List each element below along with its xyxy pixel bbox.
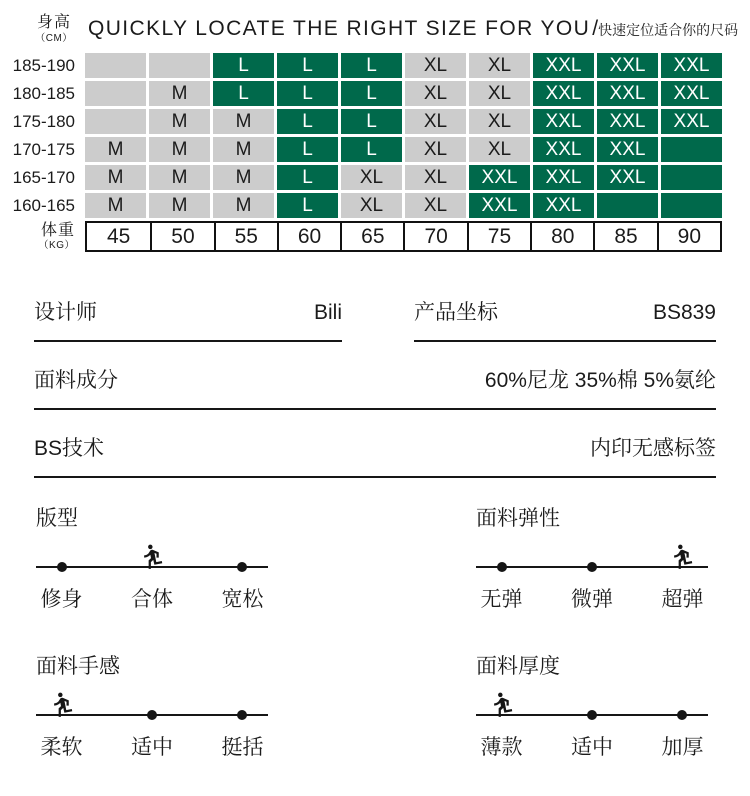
size-cell: XXL — [597, 165, 658, 190]
attribute-scale-elasticity — [476, 502, 708, 609]
scale-stop-dot — [587, 562, 597, 572]
size-table-cells — [85, 109, 722, 134]
weight-axis-text: 体重 — [40, 221, 75, 239]
size-chart-header — [0, 8, 750, 50]
attribute-option-label: 微弹 — [571, 588, 613, 611]
attribute-scale-title: 版型 — [36, 507, 78, 530]
attribute-option-label: 适中 — [131, 736, 173, 759]
size-table — [0, 53, 750, 252]
size-cell: XXL — [661, 53, 722, 78]
chart-title-zh: 快速定位适合你的尺码 — [598, 22, 739, 38]
weight-cell: 75 — [467, 223, 530, 250]
attribute-scale-title: 面料手感 — [36, 655, 120, 678]
size-table-row — [0, 137, 750, 162]
weight-cell: 85 — [593, 223, 656, 250]
height-range-label: 185-190 — [12, 55, 75, 75]
size-cell: L — [341, 109, 402, 134]
product-code-value: BS839 — [652, 301, 716, 324]
size-table-row — [0, 193, 750, 218]
spec-section — [0, 296, 750, 478]
attribute-scale-thickness — [476, 650, 708, 757]
size-cell: M — [149, 81, 210, 106]
weight-axis-label — [0, 221, 85, 252]
attribute-scale-track — [36, 682, 268, 716]
designer-label: 设计师 — [34, 301, 97, 324]
size-cell: XXL — [597, 109, 658, 134]
scale-stop-dot — [237, 562, 247, 572]
height-range-label: 160-165 — [12, 195, 75, 215]
chart-title — [88, 17, 738, 41]
runner-icon — [139, 543, 166, 570]
size-table-cells — [85, 137, 722, 162]
size-cell: L — [277, 165, 338, 190]
attribute-option-label: 修身 — [40, 588, 83, 611]
size-cell — [85, 53, 146, 78]
weight-values-row — [85, 221, 722, 252]
bs-tech-label: BS技术 — [34, 437, 105, 460]
weight-row — [0, 221, 750, 252]
size-cell: M — [149, 137, 210, 162]
size-cell: XXL — [661, 109, 722, 134]
attribute-scale-track — [36, 534, 268, 568]
weight-axis-unit: （KG） — [38, 240, 75, 252]
size-table-row — [0, 165, 750, 190]
spec-fabric-composition — [34, 364, 716, 410]
attribute-scale-title: 面料弹性 — [476, 507, 560, 530]
size-cell: XL — [405, 165, 466, 190]
size-cell: L — [277, 81, 338, 106]
size-cell: XXL — [597, 137, 658, 162]
size-cell: XL — [405, 193, 466, 218]
size-cell: L — [277, 137, 338, 162]
weight-cell: 65 — [340, 223, 403, 250]
size-cell: L — [277, 109, 338, 134]
divider-line — [34, 340, 342, 342]
size-cell: M — [85, 165, 146, 190]
size-cell: XL — [405, 81, 466, 106]
size-cell: XXL — [469, 193, 530, 218]
size-cell: XL — [341, 193, 402, 218]
product-size-spec-sheet — [0, 8, 750, 796]
size-cell — [85, 109, 146, 134]
size-cell — [661, 165, 722, 190]
size-cell: XXL — [597, 53, 658, 78]
weight-cell: 45 — [106, 224, 131, 248]
fabric-composition-value: 60%尼龙 35%棉 5%氨纶 — [484, 369, 716, 392]
attribute-scale-options — [476, 731, 708, 757]
spec-bs-tech — [34, 432, 716, 478]
size-cell: M — [85, 137, 146, 162]
size-cell — [85, 81, 146, 106]
attribute-option-label: 柔软 — [40, 736, 83, 759]
size-cell: XL — [469, 137, 530, 162]
product-code-label: 产品坐标 — [414, 301, 498, 324]
size-cell: M — [213, 109, 274, 134]
size-table-cells — [85, 193, 722, 218]
size-cell — [597, 193, 658, 218]
size-cell: L — [341, 137, 402, 162]
divider-line — [414, 340, 716, 342]
attribute-scales-section — [0, 478, 750, 757]
size-cell: XL — [405, 109, 466, 134]
size-cell: XXL — [533, 193, 594, 218]
size-cell: M — [149, 165, 210, 190]
size-cell: XL — [469, 109, 530, 134]
spec-row-1 — [34, 296, 716, 342]
attribute-scale-options — [476, 583, 708, 609]
size-cell: XL — [341, 165, 402, 190]
attribute-option-label: 挺括 — [221, 736, 264, 759]
attribute-scale-options — [36, 583, 268, 609]
size-table-row — [0, 109, 750, 134]
attribute-scale-track — [476, 682, 708, 716]
bs-tech-value: 内印无感标签 — [590, 437, 716, 460]
attribute-scale-hand-feel — [36, 650, 268, 757]
fabric-composition-label: 面料成分 — [34, 369, 118, 392]
height-axis-text: 身高 — [36, 14, 71, 32]
weight-cell: 55 — [214, 223, 277, 250]
size-table-cells — [85, 53, 722, 78]
scale-stop-dot — [677, 710, 687, 720]
weight-cell: 70 — [403, 223, 466, 250]
size-cell: M — [213, 193, 274, 218]
size-cell — [661, 137, 722, 162]
size-cell: M — [85, 193, 146, 218]
size-cell: XXL — [469, 165, 530, 190]
size-cell: L — [213, 81, 274, 106]
attribute-option-label: 适中 — [571, 736, 613, 759]
runner-icon — [488, 691, 515, 718]
height-range-label: 170-175 — [12, 139, 75, 159]
size-cell: XXL — [533, 165, 594, 190]
attribute-scale-fit-type — [36, 502, 268, 609]
scale-stop-dot — [587, 710, 597, 720]
size-cell — [661, 193, 722, 218]
size-cell: XXL — [533, 53, 594, 78]
scale-stop-dot — [57, 562, 67, 572]
scale-stop-dot — [237, 710, 247, 720]
attribute-option-label: 宽松 — [221, 588, 264, 611]
attribute-scale-options — [36, 731, 268, 757]
size-cell: XXL — [661, 81, 722, 106]
attribute-option-label: 合体 — [131, 588, 173, 611]
weight-cell: 80 — [530, 223, 593, 250]
runner-icon — [48, 691, 75, 718]
size-cell: M — [213, 137, 274, 162]
attribute-option-label: 超弹 — [661, 588, 704, 611]
size-cell: L — [277, 53, 338, 78]
size-cell: M — [213, 165, 274, 190]
size-cell — [149, 53, 210, 78]
attribute-scale-track — [476, 534, 708, 568]
scale-stop-dot — [497, 562, 507, 572]
size-table-cells — [85, 165, 722, 190]
size-table-body — [0, 53, 750, 218]
spec-product-code — [414, 296, 716, 342]
size-cell: XXL — [533, 109, 594, 134]
attribute-scale-title: 面料厚度 — [476, 655, 560, 678]
size-cell: L — [341, 81, 402, 106]
height-axis-unit: （CM） — [35, 32, 73, 44]
runner-icon — [669, 543, 696, 570]
weight-cell: 90 — [657, 223, 720, 250]
height-axis-label — [22, 14, 86, 43]
height-range-label: 175-180 — [12, 111, 75, 131]
chart-title-separator: / — [592, 17, 599, 40]
size-cell: XL — [405, 53, 466, 78]
size-cell: M — [149, 109, 210, 134]
size-table-cells — [85, 81, 722, 106]
size-cell: XL — [469, 53, 530, 78]
size-cell: L — [213, 53, 274, 78]
size-cell: XXL — [533, 137, 594, 162]
divider-line — [34, 408, 716, 410]
chart-title-en: QUICKLY LOCATE THE RIGHT SIZE FOR YOU — [88, 17, 591, 40]
size-cell: M — [149, 193, 210, 218]
weight-cell: 50 — [150, 223, 213, 250]
size-cell: L — [277, 193, 338, 218]
size-cell: XXL — [533, 81, 594, 106]
size-cell: XL — [469, 81, 530, 106]
attribute-option-label: 无弹 — [480, 588, 523, 611]
size-cell: XXL — [597, 81, 658, 106]
spec-designer — [34, 296, 342, 342]
attribute-option-label: 加厚 — [661, 736, 704, 759]
designer-value: Bili — [313, 301, 342, 324]
weight-cell: 60 — [277, 223, 340, 250]
scale-stop-dot — [147, 710, 157, 720]
size-cell: XL — [405, 137, 466, 162]
size-table-row — [0, 81, 750, 106]
height-range-label: 165-170 — [12, 167, 75, 187]
height-range-label: 180-185 — [12, 83, 75, 103]
attribute-option-label: 薄款 — [480, 736, 523, 759]
size-table-row — [0, 53, 750, 78]
size-cell: L — [341, 53, 402, 78]
